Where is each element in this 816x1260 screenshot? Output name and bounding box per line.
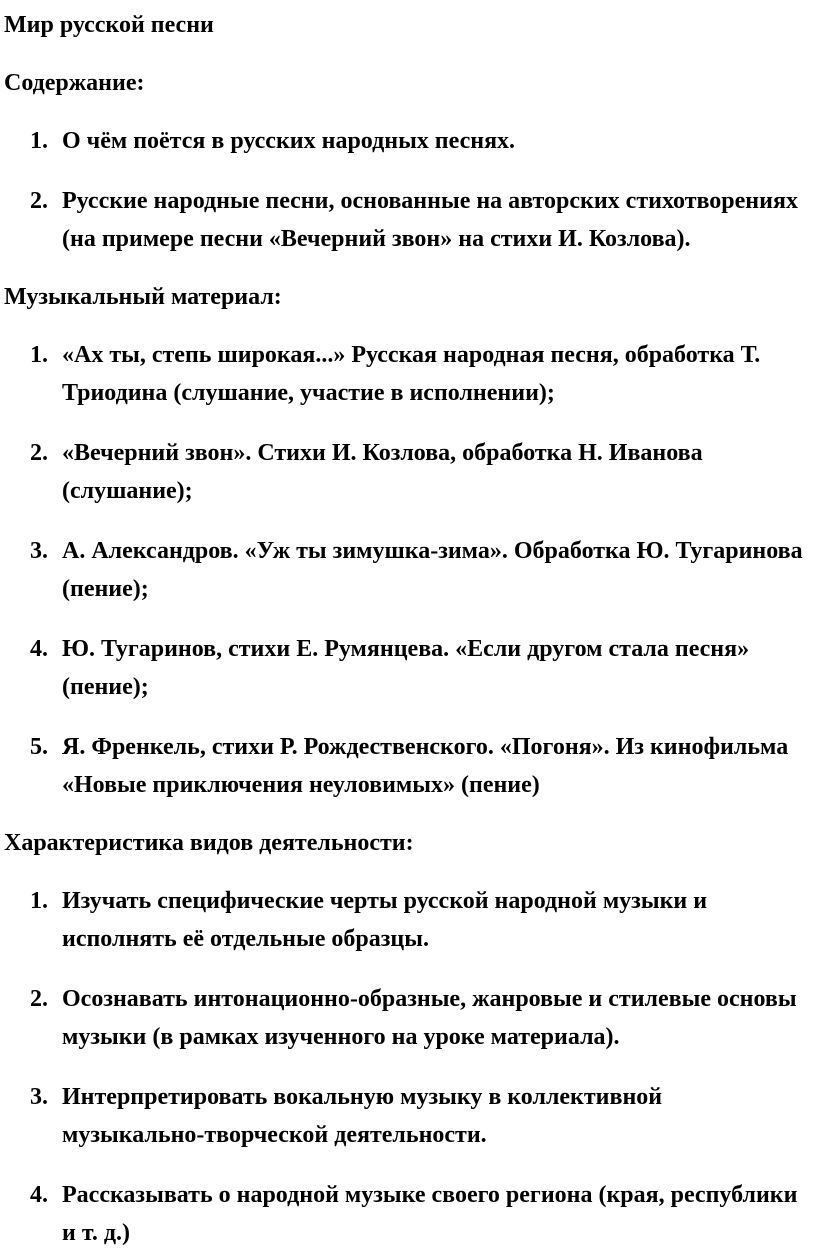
activities-list xyxy=(4,882,816,1252)
list-item-number: 2. xyxy=(30,188,48,214)
list-item xyxy=(4,630,816,706)
list-item-number: 1. xyxy=(30,888,48,914)
list-item-text: «Ах ты, степь широкая...» Русская народная песня, обработка Т. Триодина (слушание, участие в исполнении); xyxy=(62,342,761,406)
list-item-number: 3. xyxy=(30,1084,48,1110)
list-item-text: Осознавать интонационно-образные, жанровые и стилевые основы музыки (в рамках изученного на уроке материала). xyxy=(62,986,797,1050)
contents-list xyxy=(4,122,816,258)
list-item xyxy=(4,980,816,1056)
list-item xyxy=(4,728,816,804)
list-item-number: 3. xyxy=(30,538,48,564)
list-item-text: А. Александров. «Уж ты зимушка-зима». Обработка Ю. Тугаринова (пение); xyxy=(62,538,803,602)
list-item-text: Я. Френкель, стихи Р. Рождественского. «Погоня». Из кинофильма «Новые приключения неуловимых» (пение) xyxy=(62,734,789,798)
list-item-number: 4. xyxy=(30,1182,48,1208)
list-item-number: 2. xyxy=(30,986,48,1012)
section-heading-contents: Содержание: xyxy=(4,70,145,96)
list-item-text: Изучать специфические черты русской народной музыки и исполнять её отдельные образцы. xyxy=(62,888,708,952)
list-item xyxy=(4,1078,816,1154)
list-item xyxy=(4,532,816,608)
list-item-number: 1. xyxy=(30,128,48,154)
list-item xyxy=(4,336,816,412)
list-item-text: «Вечерний звон». Стихи И. Козлова, обработка Н. Иванова (слушание); xyxy=(62,440,703,504)
list-item-number: 1. xyxy=(30,342,48,368)
list-item xyxy=(4,122,816,160)
list-item-text: О чём поётся в русских народных песнях. xyxy=(62,128,516,154)
list-item-number: 5. xyxy=(30,734,48,760)
list-item-text: Рассказывать о народной музыке своего региона (края, республики и т. д.) xyxy=(62,1182,798,1246)
list-item-number: 4. xyxy=(30,636,48,662)
section-heading-music-material: Музыкальный материал: xyxy=(4,284,282,310)
document-title: Мир русской песни xyxy=(4,12,214,38)
list-item-text: Ю. Тугаринов, стихи Е. Румянцева. «Если другом стала песня» (пение); xyxy=(62,636,750,700)
list-item-text: Русские народные песни, основанные на авторских стихотворениях (на примере песни «Вечерний звон» на стихи И. Козлова). xyxy=(62,188,798,252)
list-item xyxy=(4,434,816,510)
music-material-list xyxy=(4,336,816,804)
section-heading-activities: Характеристика видов деятельности: xyxy=(4,830,414,856)
list-item-number: 2. xyxy=(30,440,48,466)
list-item xyxy=(4,182,816,258)
list-item-text: Интерпретировать вокальную музыку в коллективной музыкально-творческой деятельности. xyxy=(62,1084,663,1148)
list-item xyxy=(4,882,816,958)
list-item xyxy=(4,1176,816,1252)
